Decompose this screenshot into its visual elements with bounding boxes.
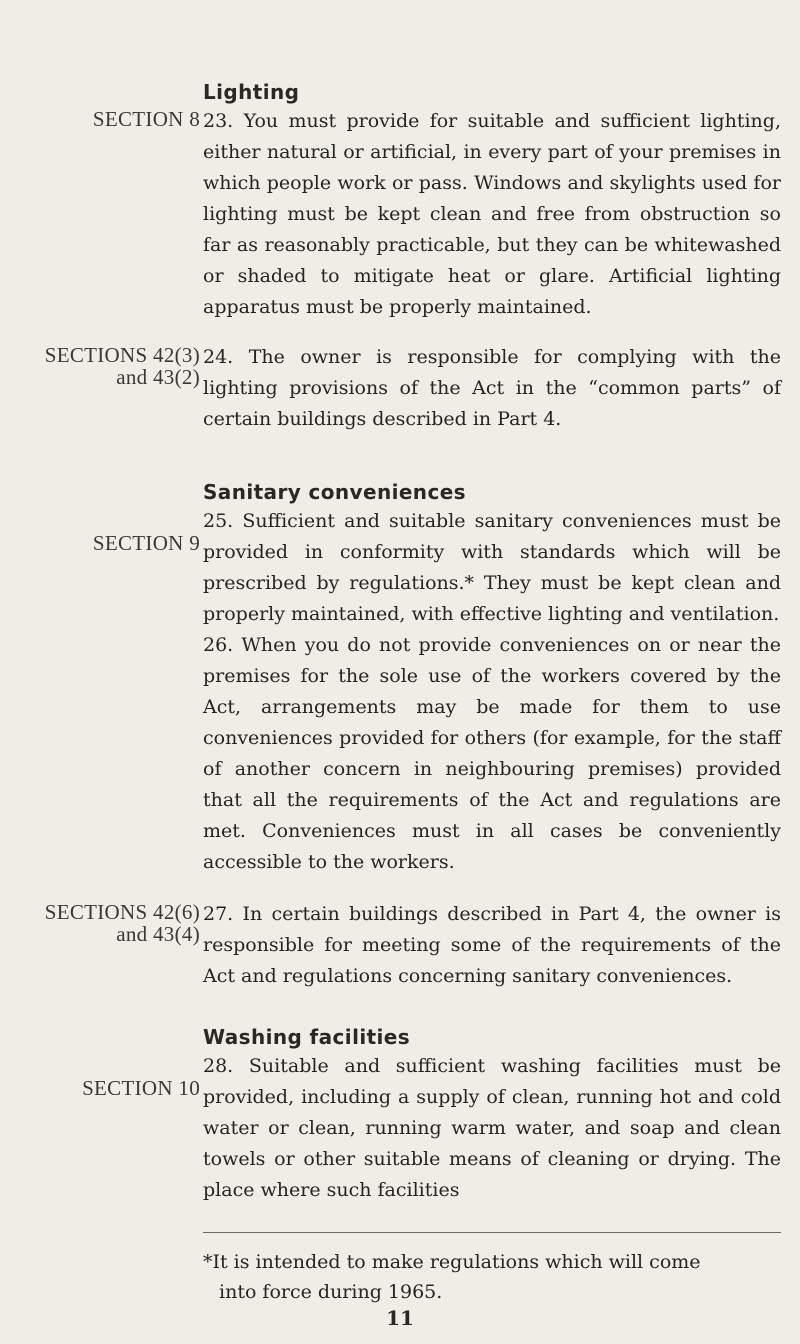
footnote-divider (203, 1232, 781, 1233)
margin-label-section-10 (0, 1077, 200, 1099)
footnote (203, 1247, 781, 1307)
margin-label-section-8 (0, 108, 200, 130)
margin-label-sections-42-3-43-2 (0, 344, 200, 388)
margin-label-text: SECTION 9 (92, 531, 200, 555)
paragraph-28: 28. Suitable and sufficient washing facilities must be provided, including a supply of clean, running hot and cold water or clean, running warm water, and soap and clean towels or other suitable means of cleaning or drying. The place where such facilities (203, 1055, 781, 1201)
margin-label-text: SECTION 10 (82, 1076, 200, 1100)
margin-label-section-9 (0, 532, 200, 554)
paragraph-23: 23. You must provide for suitable and sufficient lighting, either natural or artificial, in every part of your premises in which people work or pass. Windows and skylights used for lighting must be kept clean and free from obstruction so far as reasonably practicable, but they can be whitewashed or shaded to mitigate heat or glare. Artificial lighting apparatus must be properly maintained. (203, 110, 781, 318)
margin-label-sections-42-6-43-4 (0, 901, 200, 945)
paragraph-26: 26. When you do not provide conveniences on or near the premises for the sole use of the workers covered by the Act, arrangements may be made for them to use conveniences provided for others (for example, for the staff of another concern in neighbouring premises) provided that all the requirements of the Act and regulations are met. Conveniences must in all cases be conveniently accessible to the workers. (203, 634, 781, 873)
margin-label-text: SECTION 8 (92, 107, 200, 131)
heading-washing-facilities: Washing facilities (203, 1025, 411, 1049)
margin-label-text: and 43(2) (116, 365, 200, 389)
footnote-line-1: *It is intended to make regulations which will come (203, 1251, 701, 1273)
margin-label-text: SECTIONS 42(3) (44, 343, 200, 367)
paragraph-27: 27. In certain buildings described in Part 4, the owner is responsible for meeting some of the requirements of the Act and regulations concerning sanitary conveniences. (203, 903, 781, 987)
heading-lighting: Lighting (203, 80, 300, 104)
footnote-line-2: into force during 1965. (219, 1281, 443, 1303)
heading-sanitary-conveniences: Sanitary conveniences (203, 480, 466, 504)
paragraph-24: 24. The owner is responsible for complying with the lighting provisions of the Act in the “common parts” of certain buildings described in Part 4. (203, 346, 781, 430)
paragraph-25: 25. Sufficient and suitable sanitary conveniences must be provided in conformity with standards which will be prescribed by regulations.* They must be kept clean and properly maintained, with effective lighting and ventilation. (203, 510, 781, 625)
margin-label-text: SECTIONS 42(6) (44, 900, 200, 924)
page-number: 11 (386, 1306, 414, 1330)
margin-label-text: and 43(4) (116, 922, 200, 946)
